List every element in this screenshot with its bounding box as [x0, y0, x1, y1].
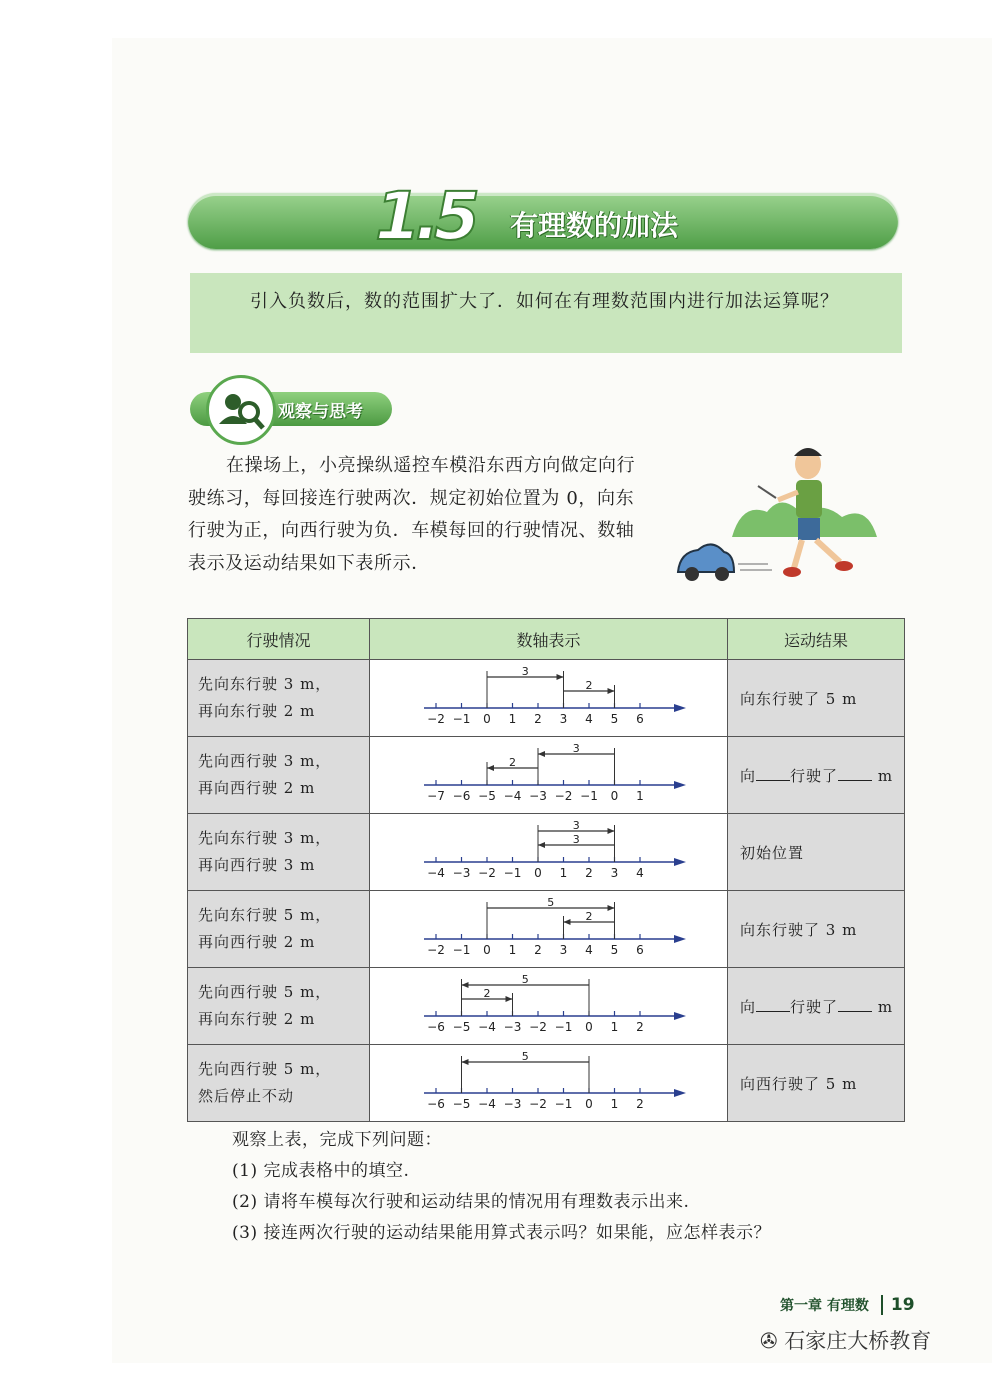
tick-label: −3	[452, 866, 471, 880]
tick-label: −3	[503, 1097, 522, 1111]
tick-label: 5	[610, 943, 619, 957]
result-cell: 向 行驶了 m	[728, 968, 905, 1045]
table-header-row	[188, 619, 905, 660]
tick-label: 2	[636, 1097, 644, 1111]
tick-label: 1	[610, 1020, 619, 1034]
situation-cell: 先向东行驶 3 m， 再向东行驶 2 m	[188, 660, 370, 737]
table-row	[188, 660, 905, 737]
motion-arrowhead	[557, 674, 564, 680]
fill-blank-distance[interactable]	[838, 780, 872, 781]
result-cell: 向东行驶了 5 m	[728, 660, 905, 737]
tick-label: 1	[508, 712, 517, 726]
arrow-label: 3	[572, 833, 580, 846]
number-line-diagram	[370, 969, 727, 1043]
tick-label: 3	[559, 943, 568, 957]
tick-label: −2	[529, 1020, 547, 1034]
magnifier-person-icon	[206, 375, 276, 445]
tick-label: −2	[427, 943, 445, 957]
fill-blank-direction[interactable]	[756, 780, 790, 781]
motion-table	[187, 618, 905, 1122]
tick-label: −3	[503, 1020, 522, 1034]
result-cell: 向 行驶了 m	[728, 737, 905, 814]
tick-label: 4	[585, 712, 593, 726]
tick-label: −6	[427, 1020, 445, 1034]
arrow-label: 2	[483, 987, 491, 1000]
intro-text: 引入负数后，数的范围扩大了．如何在有理数范围内进行加法运算呢？	[250, 291, 839, 312]
table-row	[188, 814, 905, 891]
arrow-label: 3	[572, 819, 580, 832]
result-cell: 向西行驶了 5 m	[728, 1045, 905, 1122]
tick-label: −6	[452, 789, 471, 803]
header-number-line: 数轴表示	[370, 619, 728, 660]
intro-box	[190, 273, 902, 353]
motion-arrowhead	[538, 751, 545, 757]
number-line-diagram	[370, 892, 727, 966]
axis-arrowhead	[674, 935, 686, 943]
tick-label: −1	[580, 789, 598, 803]
axis-arrowhead	[674, 781, 686, 789]
questions-lead: 观察上表，完成下列问题：	[232, 1130, 442, 1150]
arrow-label: 3	[521, 665, 529, 678]
tick-label: −4	[503, 789, 522, 803]
situation-cell: 先向西行驶 5 m， 然后停止不动	[188, 1045, 370, 1122]
tick-label: 0	[610, 789, 619, 803]
motion-arrowhead	[462, 982, 469, 988]
tick-label: 0	[585, 1020, 593, 1034]
paragraph-text: 在操场上，小亮操纵遥控车模沿东西方向做定向行驶练习，每回接连行驶两次．规定初始位置为 0，向东行驶为正，向西行驶为负．车模每回的行驶情况、数轴表示及运动结果如下表所示．	[188, 455, 636, 574]
boy-rc-car-illustration	[672, 442, 894, 592]
tick-label: 1	[636, 789, 644, 803]
motion-arrowhead	[608, 828, 615, 834]
motion-arrowhead	[487, 765, 494, 771]
page-footer	[780, 1295, 915, 1315]
arrow-label: 5	[521, 1050, 529, 1063]
result-cell: 向东行驶了 3 m	[728, 891, 905, 968]
number-line-diagram	[370, 738, 727, 812]
tick-label: 0	[483, 712, 491, 726]
axis-arrowhead	[674, 858, 686, 866]
situation-cell: 先向西行驶 3 m， 再向西行驶 2 m	[188, 737, 370, 814]
tick-label: 2	[534, 712, 542, 726]
table-row	[188, 891, 905, 968]
arrow-label: 5	[521, 973, 529, 986]
tick-label: 2	[585, 866, 593, 880]
arrow-label: 2	[585, 910, 593, 923]
chapter-label: 第一章 有理数	[780, 1298, 869, 1314]
tick-label: 4	[636, 866, 644, 880]
number-line-cell	[370, 968, 728, 1045]
fill-blank-distance[interactable]	[838, 1011, 872, 1012]
arrow-label: 2	[585, 679, 593, 692]
observe-label: 观察与思考	[278, 402, 363, 422]
motion-arrowhead	[564, 919, 571, 925]
number-line-diagram	[370, 661, 727, 735]
arrow-label: 3	[572, 742, 580, 755]
tick-label: −7	[427, 789, 445, 803]
tick-label: −5	[452, 1020, 471, 1034]
tick-label: 0	[483, 943, 491, 957]
motion-arrowhead	[538, 842, 545, 848]
result-cell: 初始位置	[728, 814, 905, 891]
tick-label: −6	[427, 1097, 445, 1111]
watermark: ✇ 石家庄大桥教育	[760, 1329, 932, 1353]
tick-label: −5	[478, 789, 496, 803]
situation-cell: 先向东行驶 5 m， 再向西行驶 2 m	[188, 891, 370, 968]
table-row	[188, 968, 905, 1045]
tick-label: 4	[585, 943, 593, 957]
tick-label: −2	[554, 789, 573, 803]
number-line-cell	[370, 737, 728, 814]
tick-label: −1	[452, 712, 471, 726]
tick-label: −1	[503, 866, 522, 880]
tick-label: −4	[427, 866, 445, 880]
tick-label: −1	[554, 1020, 573, 1034]
tick-label: 1	[559, 866, 568, 880]
section-number: 1.5	[375, 178, 474, 255]
fill-blank-direction[interactable]	[756, 1011, 790, 1012]
tick-label: −3	[529, 789, 547, 803]
motion-arrowhead	[506, 996, 513, 1002]
tick-label: −2	[427, 712, 445, 726]
tick-label: −4	[478, 1097, 496, 1111]
question-item: (1) 完成表格中的填空.	[232, 1161, 410, 1181]
number-line-cell	[370, 1045, 728, 1122]
tick-label: 0	[534, 866, 542, 880]
header-situation: 行驶情况	[188, 619, 370, 660]
tick-label: −2	[529, 1097, 547, 1111]
question-item: (3) 接连两次行驶的运动结果能用算式表示吗？如果能，应怎样表示？	[232, 1223, 771, 1243]
table-row	[188, 737, 905, 814]
tick-label: 3	[610, 866, 619, 880]
number-line-cell	[370, 814, 728, 891]
axis-arrowhead	[674, 704, 686, 712]
situation-cell: 先向西行驶 5 m， 再向东行驶 2 m	[188, 968, 370, 1045]
tick-label: 6	[636, 943, 644, 957]
arrow-label: 2	[509, 756, 516, 769]
motion-arrowhead	[462, 1059, 469, 1065]
number-line-diagram	[370, 1046, 727, 1120]
arrow-label: 5	[547, 896, 555, 909]
tick-label: 5	[610, 712, 619, 726]
tick-label: 1	[508, 943, 517, 957]
tick-label: 0	[585, 1097, 593, 1111]
motion-arrowhead	[608, 905, 615, 911]
question-item: (2) 请将车模每次行驶和运动结果的情况用有理数表示出来.	[232, 1192, 690, 1212]
questions-block	[232, 1125, 771, 1249]
tick-label: 2	[636, 1020, 644, 1034]
section-title: 有理数的加法	[510, 209, 679, 242]
axis-arrowhead	[674, 1012, 686, 1020]
table-row	[188, 1045, 905, 1122]
tick-label: −5	[452, 1097, 471, 1111]
situation-cell: 先向东行驶 3 m， 再向西行驶 3 m	[188, 814, 370, 891]
number-line-cell	[370, 891, 728, 968]
number-line-diagram	[370, 815, 727, 889]
tick-label: −2	[478, 866, 496, 880]
motion-arrowhead	[608, 688, 615, 694]
tick-label: −1	[452, 943, 471, 957]
tick-label: −4	[478, 1020, 496, 1034]
tick-label: 6	[636, 712, 644, 726]
tick-label: 3	[559, 712, 568, 726]
tick-label: −1	[554, 1097, 573, 1111]
axis-arrowhead	[674, 1089, 686, 1097]
page-number: 19	[881, 1295, 915, 1315]
wechat-icon: ✇	[760, 1329, 785, 1353]
tick-label: 2	[534, 943, 542, 957]
header-result: 运动结果	[728, 619, 905, 660]
tick-label: 1	[610, 1097, 619, 1111]
number-line-cell	[370, 660, 728, 737]
intro-paragraph	[188, 450, 643, 580]
